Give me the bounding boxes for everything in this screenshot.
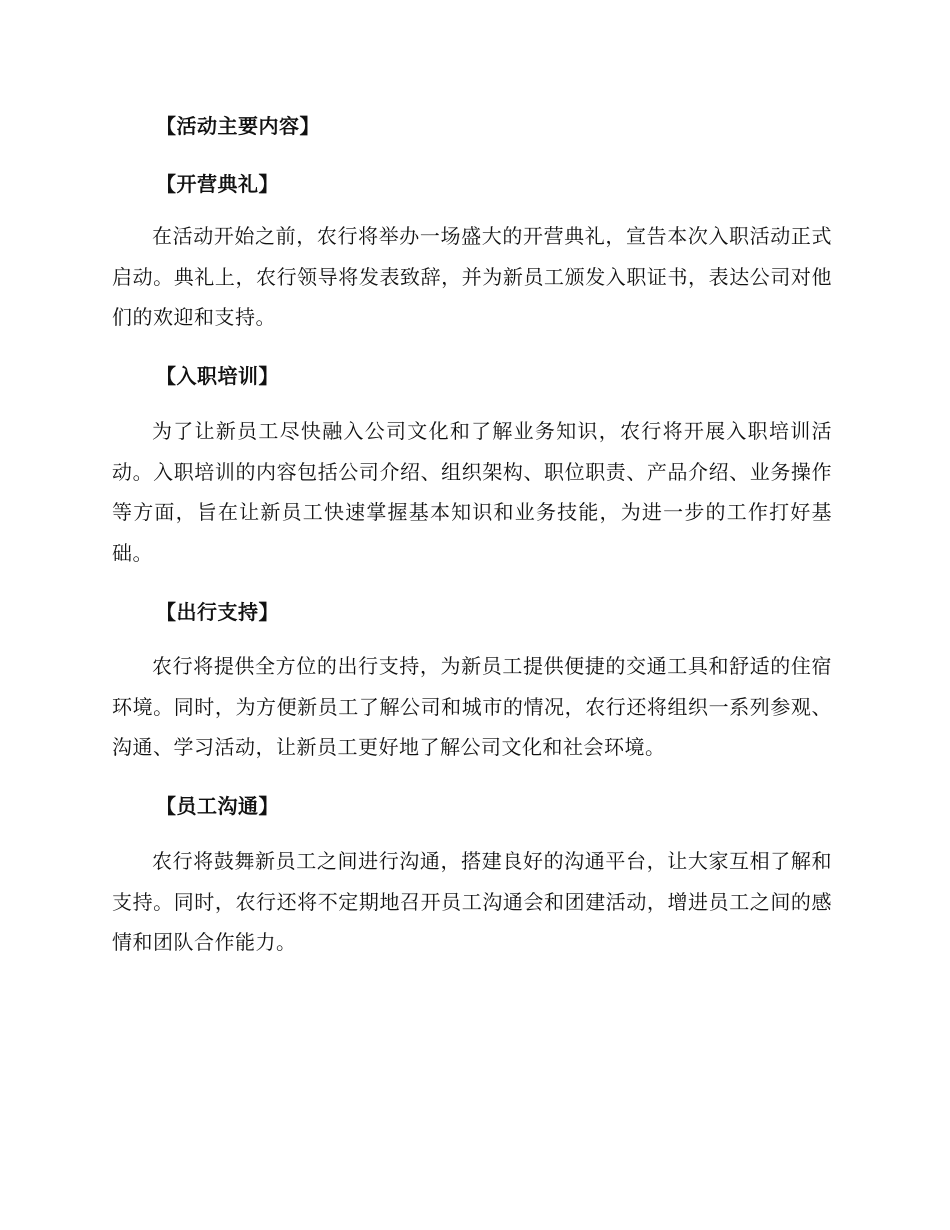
section-body-opening-ceremony: 在活动开始之前，农行将举办一场盛大的开营典礼，宣告本次入职活动正式启动。典礼上，农行领导将发表致辞，并为新员工颁发入职证书，表达公司对他们的欢迎和支持。 bbox=[112, 224, 832, 329]
section-heading-travel-support: 【出行支持】 bbox=[156, 600, 279, 624]
section-body-onboarding-training: 为了让新员工尽快融入公司文化和了解业务知识，农行将开展入职培训活动。入职培训的内容包括公司介绍、组织架构、职位职责、产品介绍、业务操作等方面，旨在让新员工快速掌握基本知识和业务技能，为进一步的工作打好基础。 bbox=[112, 419, 832, 565]
section-heading-onboarding-training: 【入职培训】 bbox=[156, 364, 279, 388]
section-heading-employee-communication: 【员工沟通】 bbox=[156, 794, 279, 818]
section-heading-opening-ceremony: 【开营典礼】 bbox=[156, 172, 279, 196]
section-body-travel-support: 农行将提供全方位的出行支持，为新员工提供便捷的交通工具和舒适的住宿环境。同时，为方便新员工了解公司和城市的情况，农行还将组织一系列参观、沟通、学习活动，让新员工更好地了解公司文化和社会环境。 bbox=[112, 654, 832, 759]
section-body-employee-communication: 农行将鼓舞新员工之间进行沟通，搭建良好的沟通平台，让大家互相了解和支持。同时，农行还将不定期地召开员工沟通会和团建活动，增进员工之间的感情和团队合作能力。 bbox=[112, 849, 832, 954]
main-heading: 【活动主要内容】 bbox=[156, 114, 320, 138]
